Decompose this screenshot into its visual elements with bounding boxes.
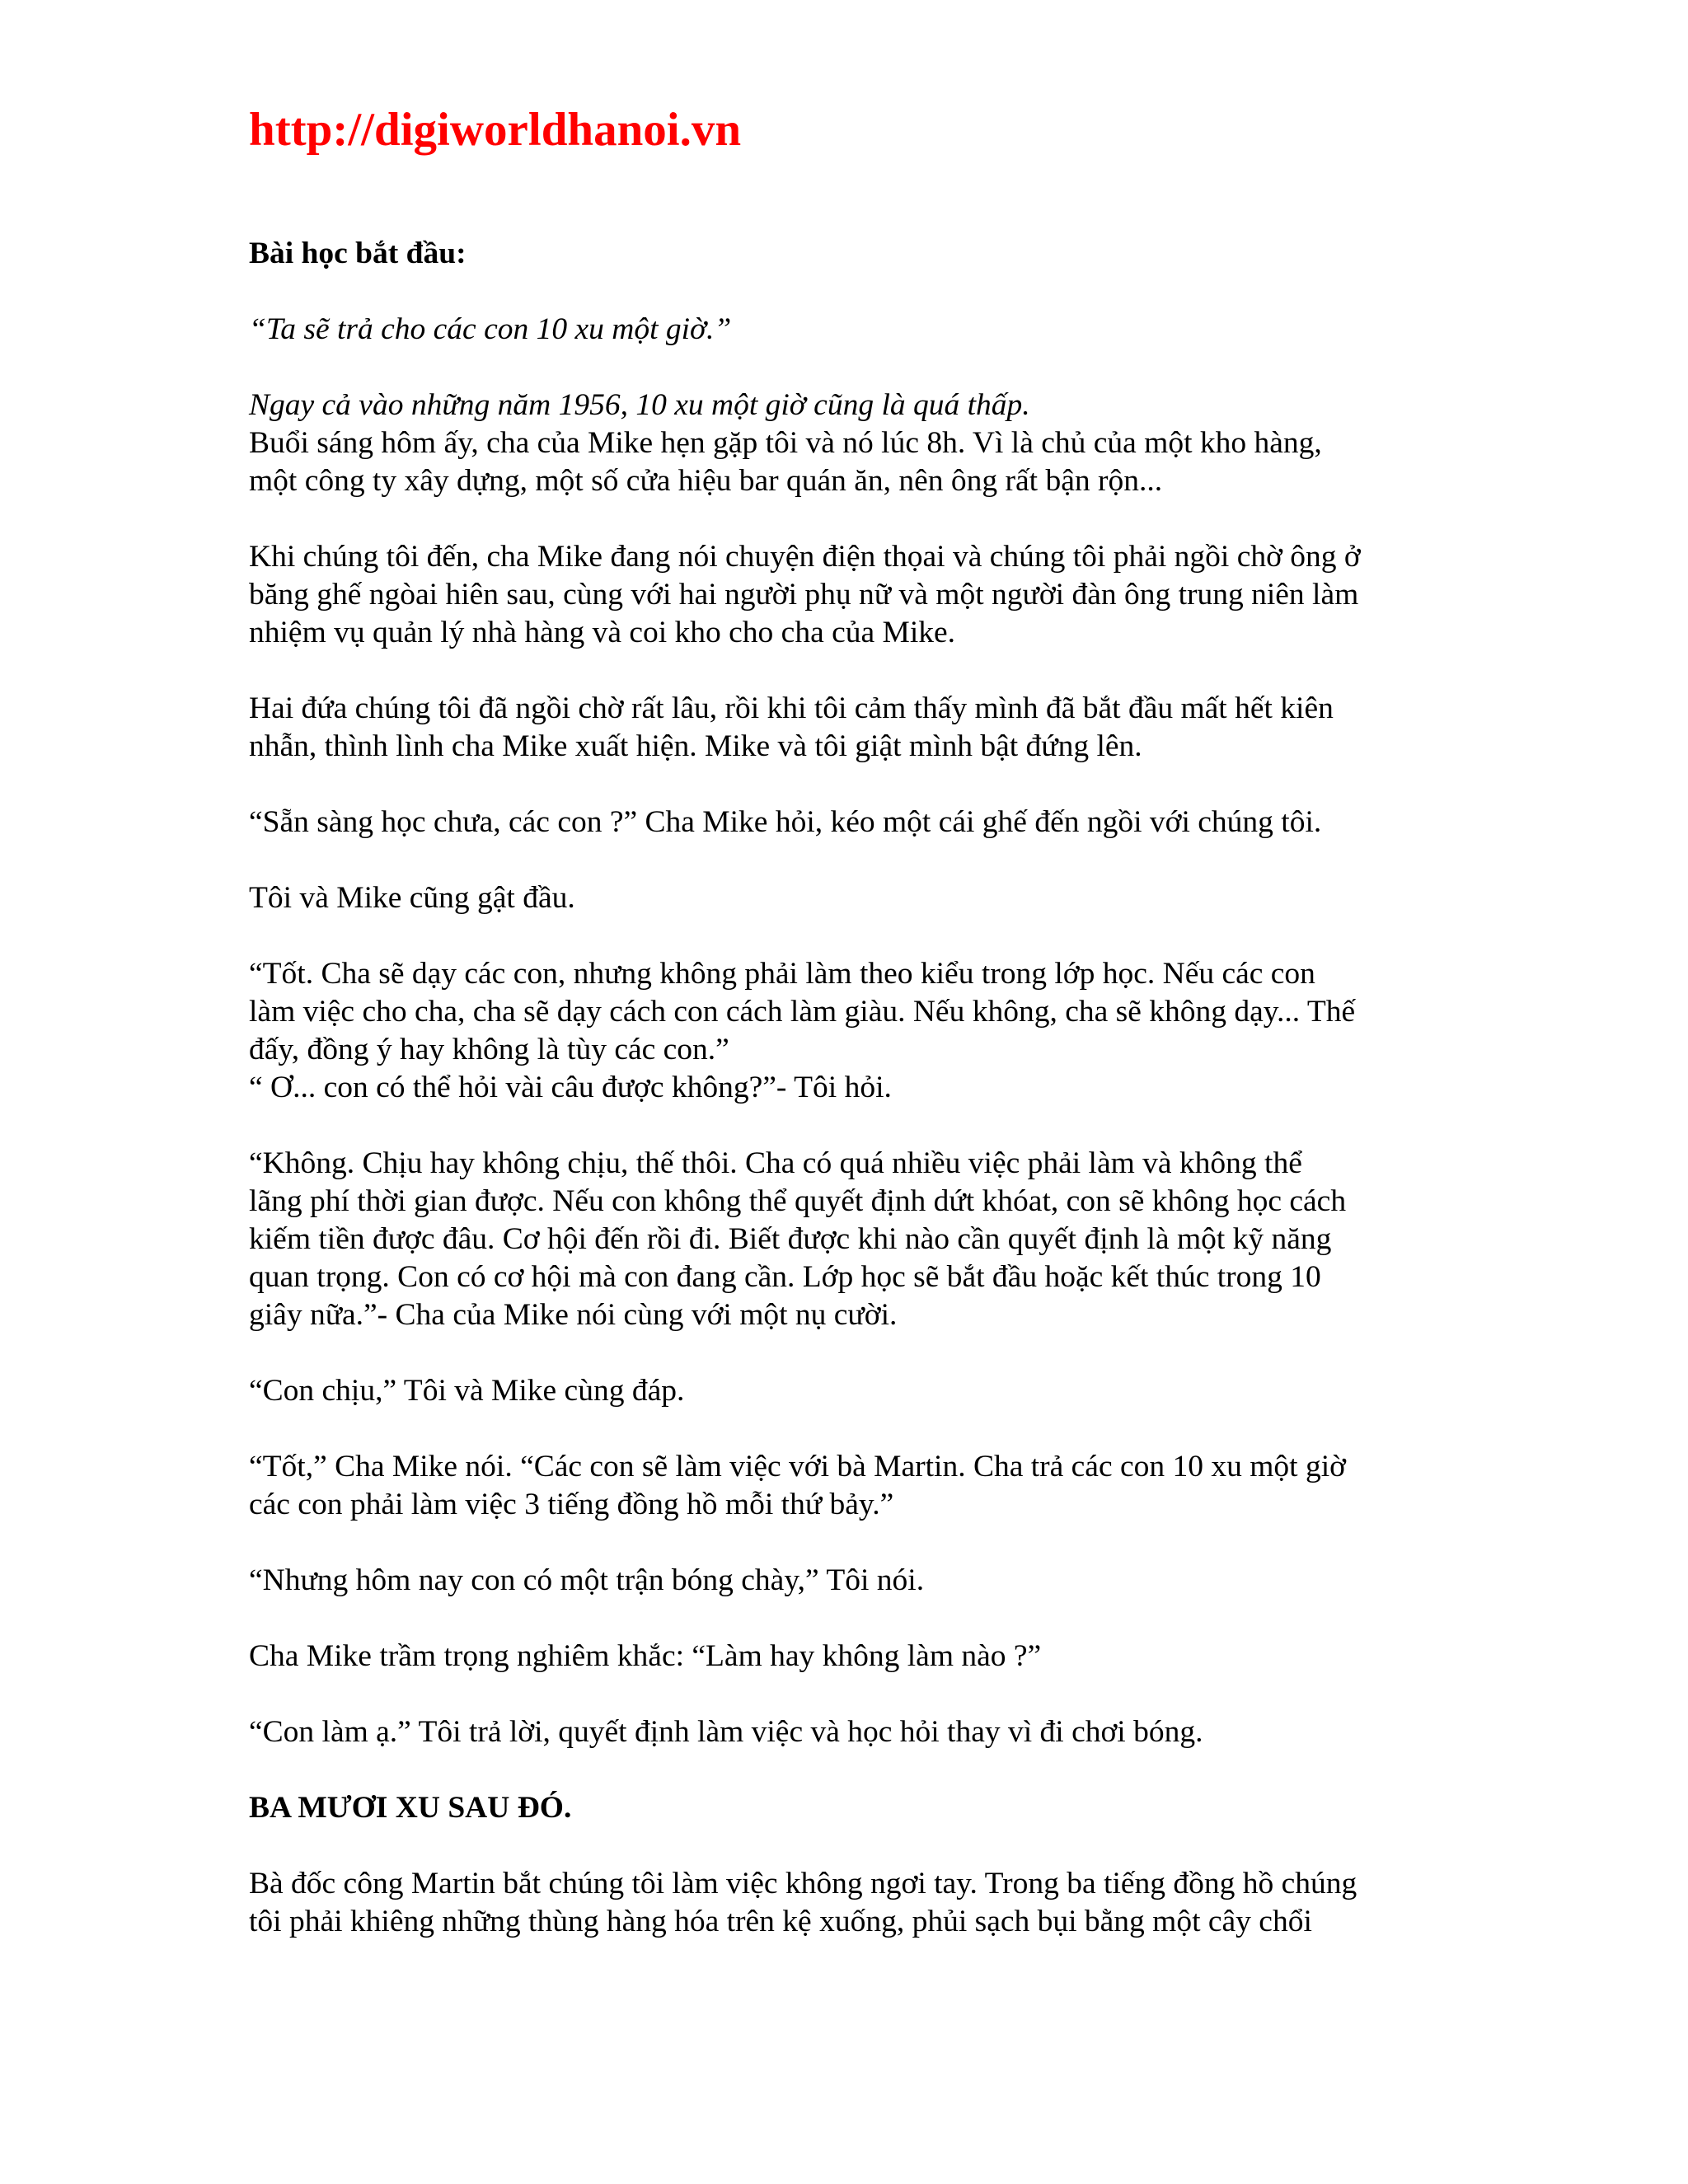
paragraph: “Con chịu,” Tôi và Mike cùng đáp. xyxy=(249,1374,685,1408)
opening-quote: “Ta sẽ trả cho các con 10 xu một giờ.” xyxy=(249,312,732,346)
paragraph: Cha Mike trầm trọng nghiêm khắc: “Làm hay không làm nào ?” xyxy=(249,1639,1042,1673)
paragraph: Tôi và Mike cũng gật đầu. xyxy=(249,881,575,915)
historical-note: Ngay cả vào những năm 1956, 10 xu một giờ cũng là quá thấp. xyxy=(249,388,1030,422)
section-heading: BA MƯƠI XU SAU ĐÓ. xyxy=(249,1791,572,1825)
website-link[interactable]: http://digiworldhanoi.vn xyxy=(249,104,742,156)
paragraph: Buổi sáng hôm ấy, cha của Mike hẹn gặp tôi và nó lúc 8h. Vì là chủ của một kho hàng, một công ty xây dựng, một số cửa hiệu bar quán ăn, nên ông rất bận rộn... xyxy=(249,426,1322,498)
paragraph: “Tốt. Cha sẽ dạy các con, nhưng không phải làm theo kiểu trong lớp học. Nếu các con làm việc cho cha, cha sẽ dạy cách con cách làm giàu. Nếu không, cha sẽ không dạy... Thế đấy, đồng ý hay không là tùy các con.” xyxy=(249,957,1356,1066)
paragraph: “Nhưng hôm nay con có một trận bóng chày,” Tôi nói. xyxy=(249,1563,925,1597)
paragraph: “ Ơ... con có thể hỏi vài câu được không?”- Tôi hỏi. xyxy=(249,1071,892,1104)
paragraph: “Sẵn sàng học chưa, các con ?” Cha Mike hỏi, kéo một cái ghế đến ngồi với chúng tôi. xyxy=(249,805,1322,839)
paragraph: “Con làm ạ.” Tôi trả lời, quyết định làm việc và học hỏi thay vì đi chơi bóng. xyxy=(249,1715,1203,1749)
paragraph: Khi chúng tôi đến, cha Mike đang nói chuyện điện thọai và chúng tôi phải ngồi chờ ông ở băng ghế ngòai hiên sau, cùng với hai người phụ nữ và một người đàn ông trung niên làm nhiệm vụ quản lý nhà hàng và coi kho cho cha của Mike. xyxy=(249,540,1361,649)
paragraph: “Tốt,” Cha Mike nói. “Các con sẽ làm việc với bà Martin. Cha trả các con 10 xu một giờ các con phải làm việc 3 tiếng đồng hồ mỗi thứ bảy.” xyxy=(249,1450,1346,1521)
document-body xyxy=(249,235,1452,1941)
lesson-heading: Bài học bắt đầu: xyxy=(249,237,467,270)
paragraph: Bà đốc công Martin bắt chúng tôi làm việc không ngơi tay. Trong ba tiếng đồng hồ chúng tôi phải khiêng những thùng hàng hóa trên kệ xuống, phủi sạch bụi bằng một cây chổi xyxy=(249,1867,1357,1938)
paragraph: Hai đứa chúng tôi đã ngồi chờ rất lâu, rồi khi tôi cảm thấy mình đã bắt đầu mất hết kiên nhẫn, thình lình cha Mike xuất hiện. Mike và tôi giật mình bật đứng lên. xyxy=(249,691,1334,763)
paragraph: “Không. Chịu hay không chịu, thế thôi. Cha có quá nhiều việc phải làm và không thể lãng phí thời gian được. Nếu con không thể quyết định dứt khóat, con sẽ không học cách kiếm tiền được đâu. Cơ hội đến rồi đi. Biết được khi nào cần quyết định là một kỹ năng quan trọng. Con có cơ hội mà con đang cần. Lớp học sẽ bắt đầu hoặc kết thúc trong 10 giây nữa.”- Cha của Mike nói cùng với một nụ cười. xyxy=(249,1146,1347,1332)
